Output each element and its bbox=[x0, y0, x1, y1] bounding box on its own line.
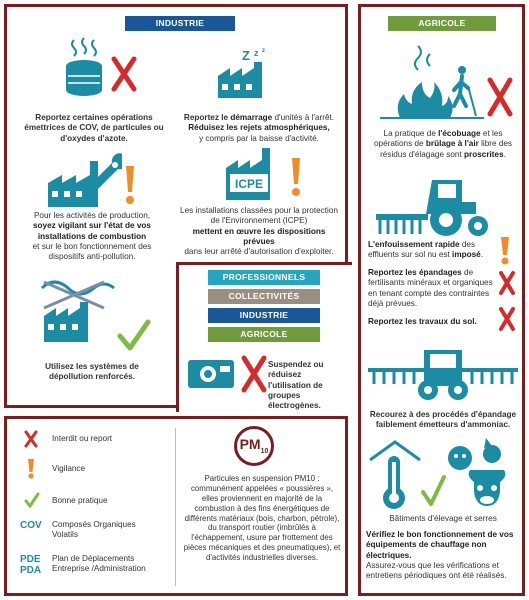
tank-icon bbox=[60, 36, 108, 96]
industrie-block2-text: Reportez le démarrage d'unités à l'arrêt. Réduisez les rejets atmosphériques, y compris par la baisse d'activité. bbox=[183, 113, 335, 143]
factory-wrench-icon bbox=[46, 153, 122, 209]
svg-text:z: z bbox=[254, 48, 259, 58]
pm10-badge: $PM_{10}$ bbox=[234, 426, 274, 466]
legend-pde-label: Plan de Déplacements Entreprise /Administration bbox=[52, 554, 146, 574]
legend-divider bbox=[175, 428, 176, 586]
generator-icon bbox=[186, 356, 238, 392]
sector-tag-agricole: AGRICOLE bbox=[208, 327, 320, 342]
depollution-factory-icon bbox=[34, 278, 120, 344]
legend-pde bbox=[20, 554, 170, 576]
icpe-factory-icon bbox=[224, 146, 282, 202]
svg-text:Z: Z bbox=[242, 48, 250, 63]
burning-walker-icon bbox=[380, 40, 484, 120]
legend-cov bbox=[20, 520, 170, 541]
sector-tag-industrie: INDUSTRIE bbox=[208, 308, 320, 323]
legend-interdit bbox=[24, 434, 112, 444]
batiments-caption: Bâtiments d'élevage et serres bbox=[389, 514, 497, 523]
legend-interdit-label: Interdit ou report bbox=[52, 434, 113, 443]
generator-text: Suspendez ou réduisez l'utilisation de groupes électrogènes. bbox=[268, 360, 324, 410]
vigilance-icon bbox=[26, 458, 36, 480]
legend-cov-label: Composés Organiques Volatils bbox=[52, 520, 136, 540]
interdit-icon bbox=[498, 270, 516, 296]
vigilance-icon bbox=[122, 164, 138, 206]
travaux-text: Reportez les travaux du sol. bbox=[368, 317, 477, 326]
legend-cov-abbr: COV bbox=[20, 520, 42, 531]
ecobuage-text: La pratique de l'écobuage et les opérations de brûlage à l'air libre des résidus d'élagage sont proscrites. bbox=[373, 129, 513, 159]
industrie-block4-text: Les installations classées pour la protection de l'Environnement (ICPE) mettent en œuvre les dispositions prévues dans leur arrêté d'autorisation d'exploiter. bbox=[180, 206, 338, 256]
industrie-header: INDUSTRIE bbox=[125, 16, 235, 31]
industrie-block5-text: Utilisez les systèmes de dépollution renforcés. bbox=[45, 362, 139, 382]
interdit-icon bbox=[486, 76, 514, 118]
interdit-icon bbox=[498, 306, 516, 332]
spreader-icon bbox=[368, 344, 518, 402]
vigilance-icon bbox=[498, 236, 512, 266]
svg-text:ICPE: ICPE bbox=[234, 177, 264, 191]
bonne-pratique-icon bbox=[116, 318, 152, 354]
enfouissement-text: L'enfouissement rapide des effluents sur sol nu est imposé. bbox=[368, 240, 483, 260]
legend-vigilance bbox=[24, 464, 85, 474]
animals-icon bbox=[440, 434, 520, 514]
sector-tag-collectivites: COLLECTIVITÉS bbox=[208, 289, 320, 304]
sector-tag-professionnels: PROFESSIONNELS bbox=[208, 270, 320, 285]
legend-bonne-pratique-label: Bonne pratique bbox=[52, 496, 108, 505]
industrie-block1-text: Reportez certaines opérations émettrices de COV, de particules ou d'oxydes d'azote. bbox=[24, 113, 164, 143]
agricole-header: AGRICOLE bbox=[388, 16, 496, 31]
thermometer-barn-icon bbox=[366, 438, 424, 512]
bonne-pratique-icon bbox=[24, 492, 40, 508]
interdit-icon bbox=[24, 430, 38, 448]
batiments-text: Vérifiez le bon fonctionnement de vos équipements de chauffage non électriques. Assurez-vous que les vérifications et entretiens périodiques ont été réalisés. bbox=[366, 530, 514, 580]
sleeping-factory-icon bbox=[212, 46, 282, 100]
vigilance-icon bbox=[288, 156, 304, 198]
interdit-icon bbox=[110, 55, 138, 93]
interdit-icon bbox=[240, 354, 268, 394]
legend-bonne-pratique bbox=[24, 496, 108, 506]
epandages-text: Reportez les épandages de fertilisants minéraux et organiques en tenant compte des contraintes déjà prévues. bbox=[368, 268, 493, 308]
legend-vigilance-label: Vigilance bbox=[52, 464, 86, 473]
tractor-icon bbox=[376, 170, 494, 240]
pm10-text: Particules en suspension PM10 : communément appelées « poussières », elles proviennent en majorité de la combustion à des fins énergétiques de différents matériaux (bois, charbon, pétrole), du transport routier (imbrûlés à l'échappement, usure par frottement des pièces mécaniques et des pneumatiques), et d'activités industrielles diverses. bbox=[183, 474, 341, 562]
legend-pde-abbr: PDE PDA bbox=[20, 554, 42, 576]
procedes-text: Recourez à des procédés d'épandage faiblement émetteurs d'ammoniac. bbox=[369, 410, 517, 430]
svg-text:z: z bbox=[262, 48, 265, 54]
industrie-block3-text: Pour les activités de production, soyez vigilant sur l'état de vos installations de combustion et sur le bon fonctionnement des dispositifs anti-pollution. bbox=[32, 211, 152, 261]
